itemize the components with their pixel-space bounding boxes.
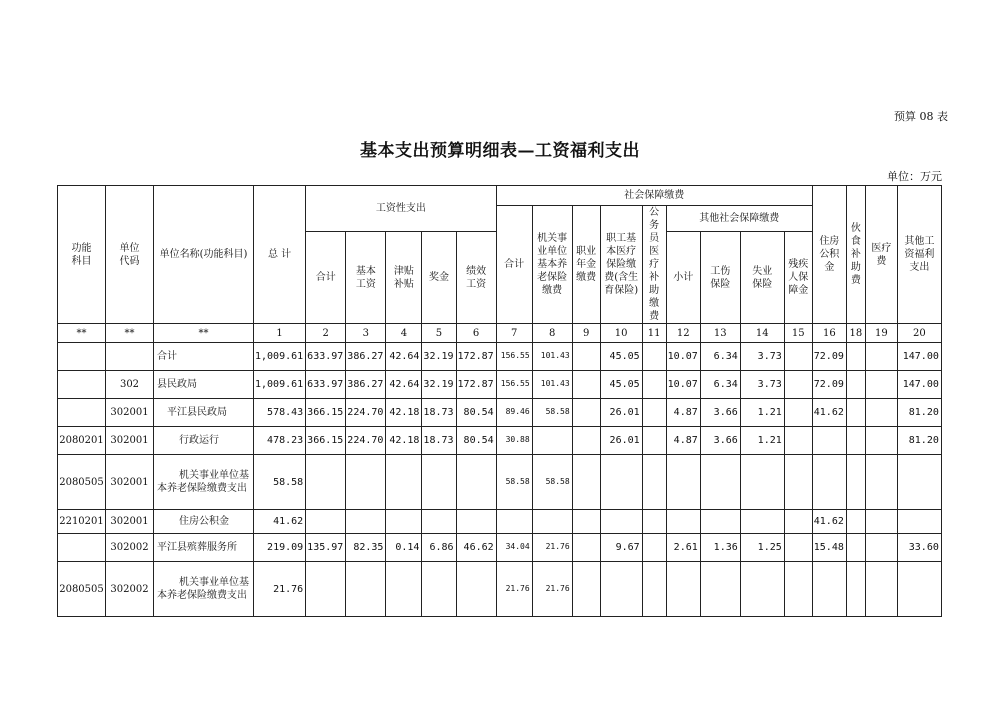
cell-other-subtotal bbox=[666, 510, 700, 534]
cell-other-subtotal: 10.07 bbox=[666, 343, 700, 371]
cell-wage-total bbox=[306, 455, 346, 510]
cell-pension: 58.58 bbox=[532, 455, 572, 510]
cell-allowance: 42.18 bbox=[386, 427, 422, 455]
cell-perf-wage: 80.54 bbox=[456, 399, 496, 427]
cell-allowance bbox=[386, 455, 422, 510]
cell-medical: 45.05 bbox=[600, 343, 642, 371]
header-total: 总 计 bbox=[254, 186, 306, 324]
cell-annuity bbox=[572, 427, 600, 455]
cell-other-subtotal: 10.07 bbox=[666, 371, 700, 399]
cell-allowance: 0.14 bbox=[386, 534, 422, 562]
cell-other-welfare: 147.00 bbox=[897, 343, 941, 371]
cell-pension: 101.43 bbox=[532, 371, 572, 399]
header-other-subtotal: 小计 bbox=[666, 232, 700, 324]
cell-func-code: 2080201 bbox=[58, 427, 106, 455]
cell-annuity bbox=[572, 510, 600, 534]
table-row bbox=[58, 371, 942, 399]
cell-housing-fund: 72.09 bbox=[812, 371, 846, 399]
cell-wage-total: 135.97 bbox=[306, 534, 346, 562]
cell-allowance: 42.18 bbox=[386, 399, 422, 427]
cell-allowance: 42.64 bbox=[386, 371, 422, 399]
index-cell: 16 bbox=[812, 324, 846, 343]
cell-func-code: 2080505 bbox=[58, 562, 106, 617]
header-wage-group: 工资性支出 bbox=[306, 186, 496, 232]
cell-civil-medical bbox=[642, 562, 666, 617]
header-other-welfare: 其他工资福利支出 bbox=[897, 186, 941, 324]
cell-medical bbox=[600, 455, 642, 510]
cell-unemployment: 1.21 bbox=[740, 427, 784, 455]
cell-other-welfare bbox=[897, 510, 941, 534]
index-cell: 10 bbox=[600, 324, 642, 343]
index-cell: 2 bbox=[306, 324, 346, 343]
cell-unit-name bbox=[154, 399, 254, 427]
cell-pension bbox=[532, 427, 572, 455]
cell-basic-wage: 224.70 bbox=[346, 427, 386, 455]
index-cell: 20 bbox=[897, 324, 941, 343]
cell-other-welfare: 81.20 bbox=[897, 399, 941, 427]
cell-medical bbox=[600, 510, 642, 534]
cell-injury: 3.66 bbox=[700, 399, 740, 427]
cell-annuity bbox=[572, 371, 600, 399]
cell-unit-name: 合计 bbox=[154, 343, 254, 371]
cell-meal-subsidy bbox=[846, 510, 865, 534]
header-unit-name: 单位名称(功能科目) bbox=[154, 186, 254, 324]
cell-unemployment: 3.73 bbox=[740, 343, 784, 371]
table-row bbox=[58, 510, 942, 534]
cell-housing-fund: 72.09 bbox=[812, 343, 846, 371]
cell-medical-fee bbox=[865, 427, 897, 455]
header-social-group: 社会保障缴费 bbox=[496, 186, 812, 206]
cell-housing-fund: 15.48 bbox=[812, 534, 846, 562]
cell-medical-fee bbox=[865, 510, 897, 534]
index-cell: 6 bbox=[456, 324, 496, 343]
cell-other-welfare: 147.00 bbox=[897, 371, 941, 399]
cell-medical bbox=[600, 562, 642, 617]
header-housing-fund: 住房公积金 bbox=[812, 186, 846, 324]
index-cell: 1 bbox=[254, 324, 306, 343]
cell-meal-subsidy bbox=[846, 455, 865, 510]
cell-disabled bbox=[784, 534, 812, 562]
cell-wage-total: 633.97 bbox=[306, 343, 346, 371]
cell-func-code bbox=[58, 399, 106, 427]
cell-bonus bbox=[422, 455, 456, 510]
cell-func-code bbox=[58, 534, 106, 562]
unit-name-text: 住房公积金 bbox=[179, 516, 229, 527]
cell-unemployment bbox=[740, 455, 784, 510]
index-cell: 5 bbox=[422, 324, 456, 343]
cell-social-total: 58.58 bbox=[496, 455, 532, 510]
cell-perf-wage: 172.87 bbox=[456, 371, 496, 399]
cell-total: 58.58 bbox=[254, 455, 306, 510]
cell-annuity bbox=[572, 455, 600, 510]
cell-medical: 45.05 bbox=[600, 371, 642, 399]
cell-total: 21.76 bbox=[254, 562, 306, 617]
cell-unit-code: 302001 bbox=[106, 455, 154, 510]
cell-injury: 6.34 bbox=[700, 371, 740, 399]
cell-bonus bbox=[422, 510, 456, 534]
cell-total: 578.43 bbox=[254, 399, 306, 427]
cell-civil-medical bbox=[642, 455, 666, 510]
cell-civil-medical bbox=[642, 371, 666, 399]
header-medical-fee: 医疗费 bbox=[865, 186, 897, 324]
cell-unit-name: 县民政局 bbox=[154, 371, 254, 399]
cell-perf-wage bbox=[456, 510, 496, 534]
cell-disabled bbox=[784, 343, 812, 371]
cell-meal-subsidy bbox=[846, 399, 865, 427]
cell-bonus: 6.86 bbox=[422, 534, 456, 562]
cell-unit-code: 302001 bbox=[106, 399, 154, 427]
index-row bbox=[58, 324, 942, 343]
cell-disabled bbox=[784, 510, 812, 534]
cell-medical-fee bbox=[865, 399, 897, 427]
cell-unemployment: 1.21 bbox=[740, 399, 784, 427]
index-cell: 12 bbox=[666, 324, 700, 343]
index-cell: 3 bbox=[346, 324, 386, 343]
header-unit-code: 单位代码 bbox=[106, 186, 154, 324]
cell-injury: 6.34 bbox=[700, 343, 740, 371]
cell-unit-code: 302002 bbox=[106, 534, 154, 562]
cell-social-total: 34.04 bbox=[496, 534, 532, 562]
table-row bbox=[58, 343, 942, 371]
cell-total: 41.62 bbox=[254, 510, 306, 534]
header-annuity: 职业年金缴费 bbox=[572, 206, 600, 324]
cell-perf-wage: 46.62 bbox=[456, 534, 496, 562]
cell-bonus: 18.73 bbox=[422, 399, 456, 427]
cell-unit-code: 302 bbox=[106, 371, 154, 399]
budget-table bbox=[57, 185, 942, 617]
cell-social-total: 89.46 bbox=[496, 399, 532, 427]
header-wage-total: 合计 bbox=[306, 232, 346, 324]
table-header bbox=[58, 186, 942, 343]
header-bonus: 奖金 bbox=[422, 232, 456, 324]
cell-medical: 26.01 bbox=[600, 399, 642, 427]
cell-civil-medical bbox=[642, 343, 666, 371]
cell-bonus: 32.19 bbox=[422, 343, 456, 371]
cell-allowance bbox=[386, 510, 422, 534]
cell-unit-code: 302002 bbox=[106, 562, 154, 617]
cell-civil-medical bbox=[642, 399, 666, 427]
cell-housing-fund bbox=[812, 562, 846, 617]
cell-annuity bbox=[572, 343, 600, 371]
cell-wage-total: 366.15 bbox=[306, 399, 346, 427]
cell-meal-subsidy bbox=[846, 371, 865, 399]
cell-social-total bbox=[496, 510, 532, 534]
cell-func-code bbox=[58, 343, 106, 371]
cell-total: 1,009.61 bbox=[254, 371, 306, 399]
cell-basic-wage: 82.35 bbox=[346, 534, 386, 562]
unit-name-text: 行政运行 bbox=[179, 435, 219, 446]
table-row bbox=[58, 562, 942, 617]
cell-allowance: 42.64 bbox=[386, 343, 422, 371]
cell-total: 478.23 bbox=[254, 427, 306, 455]
header-other-social-group: 其他社会保障缴费 bbox=[666, 206, 812, 232]
cell-disabled bbox=[784, 455, 812, 510]
cell-civil-medical bbox=[642, 427, 666, 455]
header-civil-medical: 公务员医疗补助缴费 bbox=[642, 206, 666, 324]
cell-pension: 21.76 bbox=[532, 534, 572, 562]
cell-unit-name bbox=[154, 510, 254, 534]
index-cell: ** bbox=[154, 324, 254, 343]
cell-unemployment bbox=[740, 510, 784, 534]
header-disabled: 残疾人保障金 bbox=[784, 232, 812, 324]
header-meal-subsidy: 伙食补助费 bbox=[846, 186, 865, 324]
cell-allowance bbox=[386, 562, 422, 617]
cell-social-total: 21.76 bbox=[496, 562, 532, 617]
index-cell: 7 bbox=[496, 324, 532, 343]
cell-disabled bbox=[784, 371, 812, 399]
cell-basic-wage bbox=[346, 455, 386, 510]
cell-other-subtotal bbox=[666, 455, 700, 510]
cell-meal-subsidy bbox=[846, 427, 865, 455]
cell-medical-fee bbox=[865, 455, 897, 510]
form-number: 预算 08 表 bbox=[894, 110, 948, 123]
cell-pension: 101.43 bbox=[532, 343, 572, 371]
cell-injury bbox=[700, 562, 740, 617]
cell-unit-name: 平江县殡葬服务所 bbox=[154, 534, 254, 562]
cell-injury bbox=[700, 455, 740, 510]
cell-func-code bbox=[58, 371, 106, 399]
table-row bbox=[58, 399, 942, 427]
cell-other-subtotal: 4.87 bbox=[666, 427, 700, 455]
cell-civil-medical bbox=[642, 534, 666, 562]
cell-social-total: 30.88 bbox=[496, 427, 532, 455]
cell-total: 219.09 bbox=[254, 534, 306, 562]
cell-meal-subsidy bbox=[846, 343, 865, 371]
index-cell: 18 bbox=[846, 324, 865, 343]
cell-bonus bbox=[422, 562, 456, 617]
index-cell: 4 bbox=[386, 324, 422, 343]
unit-label: 单位：万元 bbox=[887, 170, 942, 183]
table-row bbox=[58, 427, 942, 455]
header-unemployment: 失业保险 bbox=[740, 232, 784, 324]
header-social-total: 合计 bbox=[496, 206, 532, 324]
cell-other-welfare: 81.20 bbox=[897, 427, 941, 455]
cell-social-total: 156.55 bbox=[496, 343, 532, 371]
cell-wage-total: 366.15 bbox=[306, 427, 346, 455]
cell-meal-subsidy bbox=[846, 534, 865, 562]
cell-unit-name: 机关事业单位基本养老保险缴费支出 bbox=[154, 455, 254, 510]
cell-meal-subsidy bbox=[846, 562, 865, 617]
index-cell: 19 bbox=[865, 324, 897, 343]
cell-disabled bbox=[784, 427, 812, 455]
cell-annuity bbox=[572, 534, 600, 562]
cell-wage-total bbox=[306, 510, 346, 534]
cell-unit-code bbox=[106, 343, 154, 371]
cell-injury: 1.36 bbox=[700, 534, 740, 562]
header-injury: 工伤保险 bbox=[700, 232, 740, 324]
cell-injury bbox=[700, 510, 740, 534]
cell-other-subtotal: 4.87 bbox=[666, 399, 700, 427]
header-allowance: 津贴补贴 bbox=[386, 232, 422, 324]
cell-annuity bbox=[572, 399, 600, 427]
cell-basic-wage bbox=[346, 562, 386, 617]
header-basic-wage: 基本工资 bbox=[346, 232, 386, 324]
cell-unit-code: 302001 bbox=[106, 510, 154, 534]
cell-perf-wage: 80.54 bbox=[456, 427, 496, 455]
cell-unit-name bbox=[154, 427, 254, 455]
cell-basic-wage: 386.27 bbox=[346, 371, 386, 399]
page-title: 基本支出预算明细表—工资福利支出 bbox=[360, 141, 640, 161]
cell-housing-fund bbox=[812, 455, 846, 510]
cell-basic-wage: 224.70 bbox=[346, 399, 386, 427]
cell-other-welfare bbox=[897, 455, 941, 510]
cell-housing-fund: 41.62 bbox=[812, 399, 846, 427]
cell-pension: 58.58 bbox=[532, 399, 572, 427]
index-cell: 9 bbox=[572, 324, 600, 343]
header-pension: 机关事业单位基本养老保险缴费 bbox=[532, 206, 572, 324]
table-body bbox=[58, 343, 942, 617]
cell-wage-total bbox=[306, 562, 346, 617]
cell-func-code: 2080505 bbox=[58, 455, 106, 510]
cell-basic-wage bbox=[346, 510, 386, 534]
cell-medical-fee bbox=[865, 343, 897, 371]
cell-housing-fund: 41.62 bbox=[812, 510, 846, 534]
cell-perf-wage bbox=[456, 455, 496, 510]
header-perf-wage: 绩效工资 bbox=[456, 232, 496, 324]
cell-housing-fund bbox=[812, 427, 846, 455]
cell-other-subtotal: 2.61 bbox=[666, 534, 700, 562]
cell-func-code: 2210201 bbox=[58, 510, 106, 534]
cell-unemployment: 3.73 bbox=[740, 371, 784, 399]
cell-other-welfare bbox=[897, 562, 941, 617]
cell-unemployment bbox=[740, 562, 784, 617]
cell-pension bbox=[532, 510, 572, 534]
cell-basic-wage: 386.27 bbox=[346, 343, 386, 371]
cell-wage-total: 633.97 bbox=[306, 371, 346, 399]
cell-bonus: 32.19 bbox=[422, 371, 456, 399]
cell-bonus: 18.73 bbox=[422, 427, 456, 455]
header-func-code: 功能科目 bbox=[58, 186, 106, 324]
cell-medical-fee bbox=[865, 371, 897, 399]
cell-medical-fee bbox=[865, 562, 897, 617]
cell-social-total: 156.55 bbox=[496, 371, 532, 399]
cell-unemployment: 1.25 bbox=[740, 534, 784, 562]
index-cell: 15 bbox=[784, 324, 812, 343]
cell-pension: 21.76 bbox=[532, 562, 572, 617]
cell-disabled bbox=[784, 562, 812, 617]
cell-total: 1,009.61 bbox=[254, 343, 306, 371]
cell-other-subtotal bbox=[666, 562, 700, 617]
cell-perf-wage bbox=[456, 562, 496, 617]
cell-perf-wage: 172.87 bbox=[456, 343, 496, 371]
index-cell: ** bbox=[106, 324, 154, 343]
cell-injury: 3.66 bbox=[700, 427, 740, 455]
cell-medical: 9.67 bbox=[600, 534, 642, 562]
table-row bbox=[58, 455, 942, 510]
unit-name-text: 平江县民政局 bbox=[167, 407, 227, 418]
index-cell: ** bbox=[58, 324, 106, 343]
index-cell: 13 bbox=[700, 324, 740, 343]
cell-unit-name: 机关事业单位基本养老保险缴费支出 bbox=[154, 562, 254, 617]
cell-other-welfare: 33.60 bbox=[897, 534, 941, 562]
table-row bbox=[58, 534, 942, 562]
header-medical: 职工基本医疗保险缴费(含生育保险) bbox=[600, 206, 642, 324]
cell-unit-code: 302001 bbox=[106, 427, 154, 455]
cell-disabled bbox=[784, 399, 812, 427]
cell-civil-medical bbox=[642, 510, 666, 534]
cell-medical-fee bbox=[865, 534, 897, 562]
index-cell: 8 bbox=[532, 324, 572, 343]
cell-medical: 26.01 bbox=[600, 427, 642, 455]
cell-annuity bbox=[572, 562, 600, 617]
index-cell: 11 bbox=[642, 324, 666, 343]
index-cell: 14 bbox=[740, 324, 784, 343]
